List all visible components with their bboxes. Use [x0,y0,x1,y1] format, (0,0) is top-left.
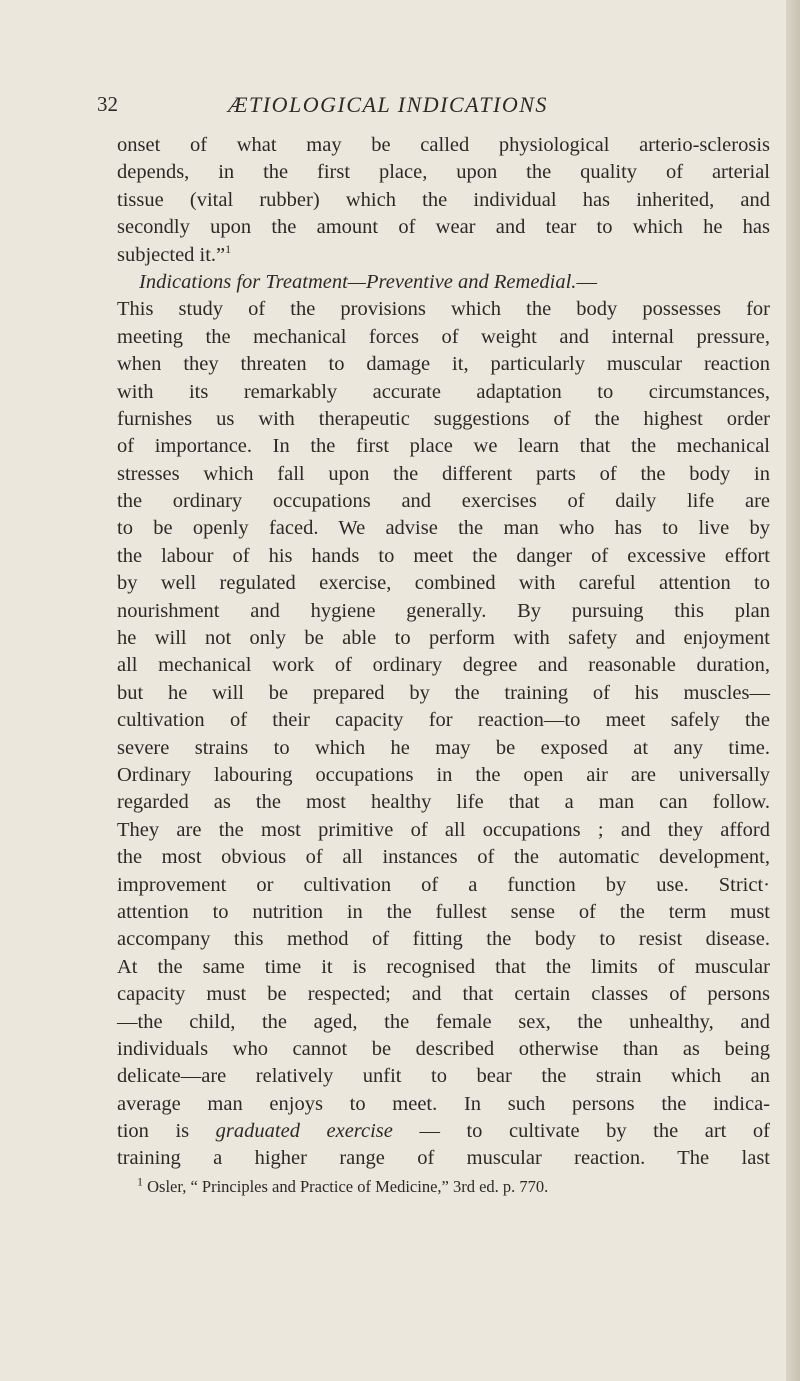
text-line: the most obvious of all instances of the automatic development, [117,846,770,869]
text-line: when they threaten to damage it, particularly muscular reaction [117,353,770,376]
footnote-ref: 1 [225,241,232,256]
text-fragment: tion is [117,1120,190,1143]
body-text [117,132,770,1200]
text-line: onset of what may be called physiological arterio-sclerosis [117,134,770,156]
text-line: cultivation of their capacity for reaction—to meet safely the [117,709,770,732]
text-line: but he will be prepared by the training of his muscles— [117,681,770,704]
text-line: stresses which fall upon the different parts of the body in [117,462,770,485]
running-title: ÆTIOLOGICAL INDICATIONS [228,92,548,117]
emphasis-graduated-exercise: graduated exercise [215,1120,393,1143]
text-line: This study of the provisions which the body possesses for [117,298,770,321]
text-line: improvement or cultivation of a function by use. Strict· [117,873,770,896]
text-line: severe strains to which he may be exposed at any time. [117,736,770,759]
text-line: all mechanical work of ordinary degree and reasonable duration, [117,654,770,677]
text-line: nourishment and hygiene generally. By pursuing this plan [117,599,770,622]
footnote-text: Osler, “ Principles and Practice of Medicine,” 3rd ed. p. 770. [147,1176,549,1196]
text-line: of importance. In the first place we learn that the mechanical [117,435,770,458]
footnote-marker: 1 [137,1174,143,1189]
text-line: training a higher range of muscular reaction. The last [117,1147,770,1170]
text-line: attention to nutrition in the fullest sense of the term must [117,900,770,923]
text-line [117,242,770,269]
text-line: the ordinary occupations and exercises of daily life are [117,490,770,513]
text-line: individuals who cannot be described otherwise than as being [117,1037,770,1060]
heading-dash: — [576,270,597,293]
text-line: Ordinary labouring occupations in the open air are universally [117,763,770,786]
text-line: depends, in the first place, upon the quality of arterial [117,161,770,184]
text-line: secondly upon the amount of wear and tear to which he has [117,216,770,239]
text-line: he will not only be able to perform with safety and enjoyment [117,627,770,650]
text-line: meeting the mechanical forces of weight and internal pressure, [117,325,770,348]
quote-end: subjected it.” [117,243,226,266]
text-line: with its remarkably accurate adaptation to circumstances, [117,380,770,403]
text-fragment: — to cultivate by the art of [419,1120,770,1143]
text-line [117,1118,770,1145]
text-line: —the child, the aged, the female sex, the unhealthy, and [117,1010,770,1033]
text-line: by well regulated exercise, combined with careful attention to [117,572,770,595]
page-header [0,92,800,122]
text-line: accompany this method of fitting the body to resist disease. [117,928,770,951]
text-line: regarded as the most healthy life that a man can follow. [117,791,770,814]
text-line: They are the most primitive of all occupations ; and they afford [117,818,770,841]
text-line: capacity must be respected; and that certain classes of persons [117,983,770,1006]
text-line: the labour of his hands to meet the danger of excessive effort [117,544,770,567]
section-heading-line [117,269,770,296]
text-line: average man enjoys to meet. In such persons the indica- [117,1092,770,1115]
page-edge [786,0,800,1381]
text-line: furnishes us with therapeutic suggestions of the highest order [117,407,770,430]
page-number: 32 [97,92,118,116]
footnote [117,1173,770,1200]
text-line: tissue (vital rubber) which the individual has inherited, and [117,188,770,211]
text-line: to be openly faced. We advise the man who has to live by [117,517,770,540]
text-line: delicate—are relatively unfit to bear the strain which an [117,1065,770,1088]
text-line: At the same time it is recognised that the limits of muscular [117,955,770,978]
section-heading: Indications for Treatment—Preventive and Remedial. [139,270,577,293]
